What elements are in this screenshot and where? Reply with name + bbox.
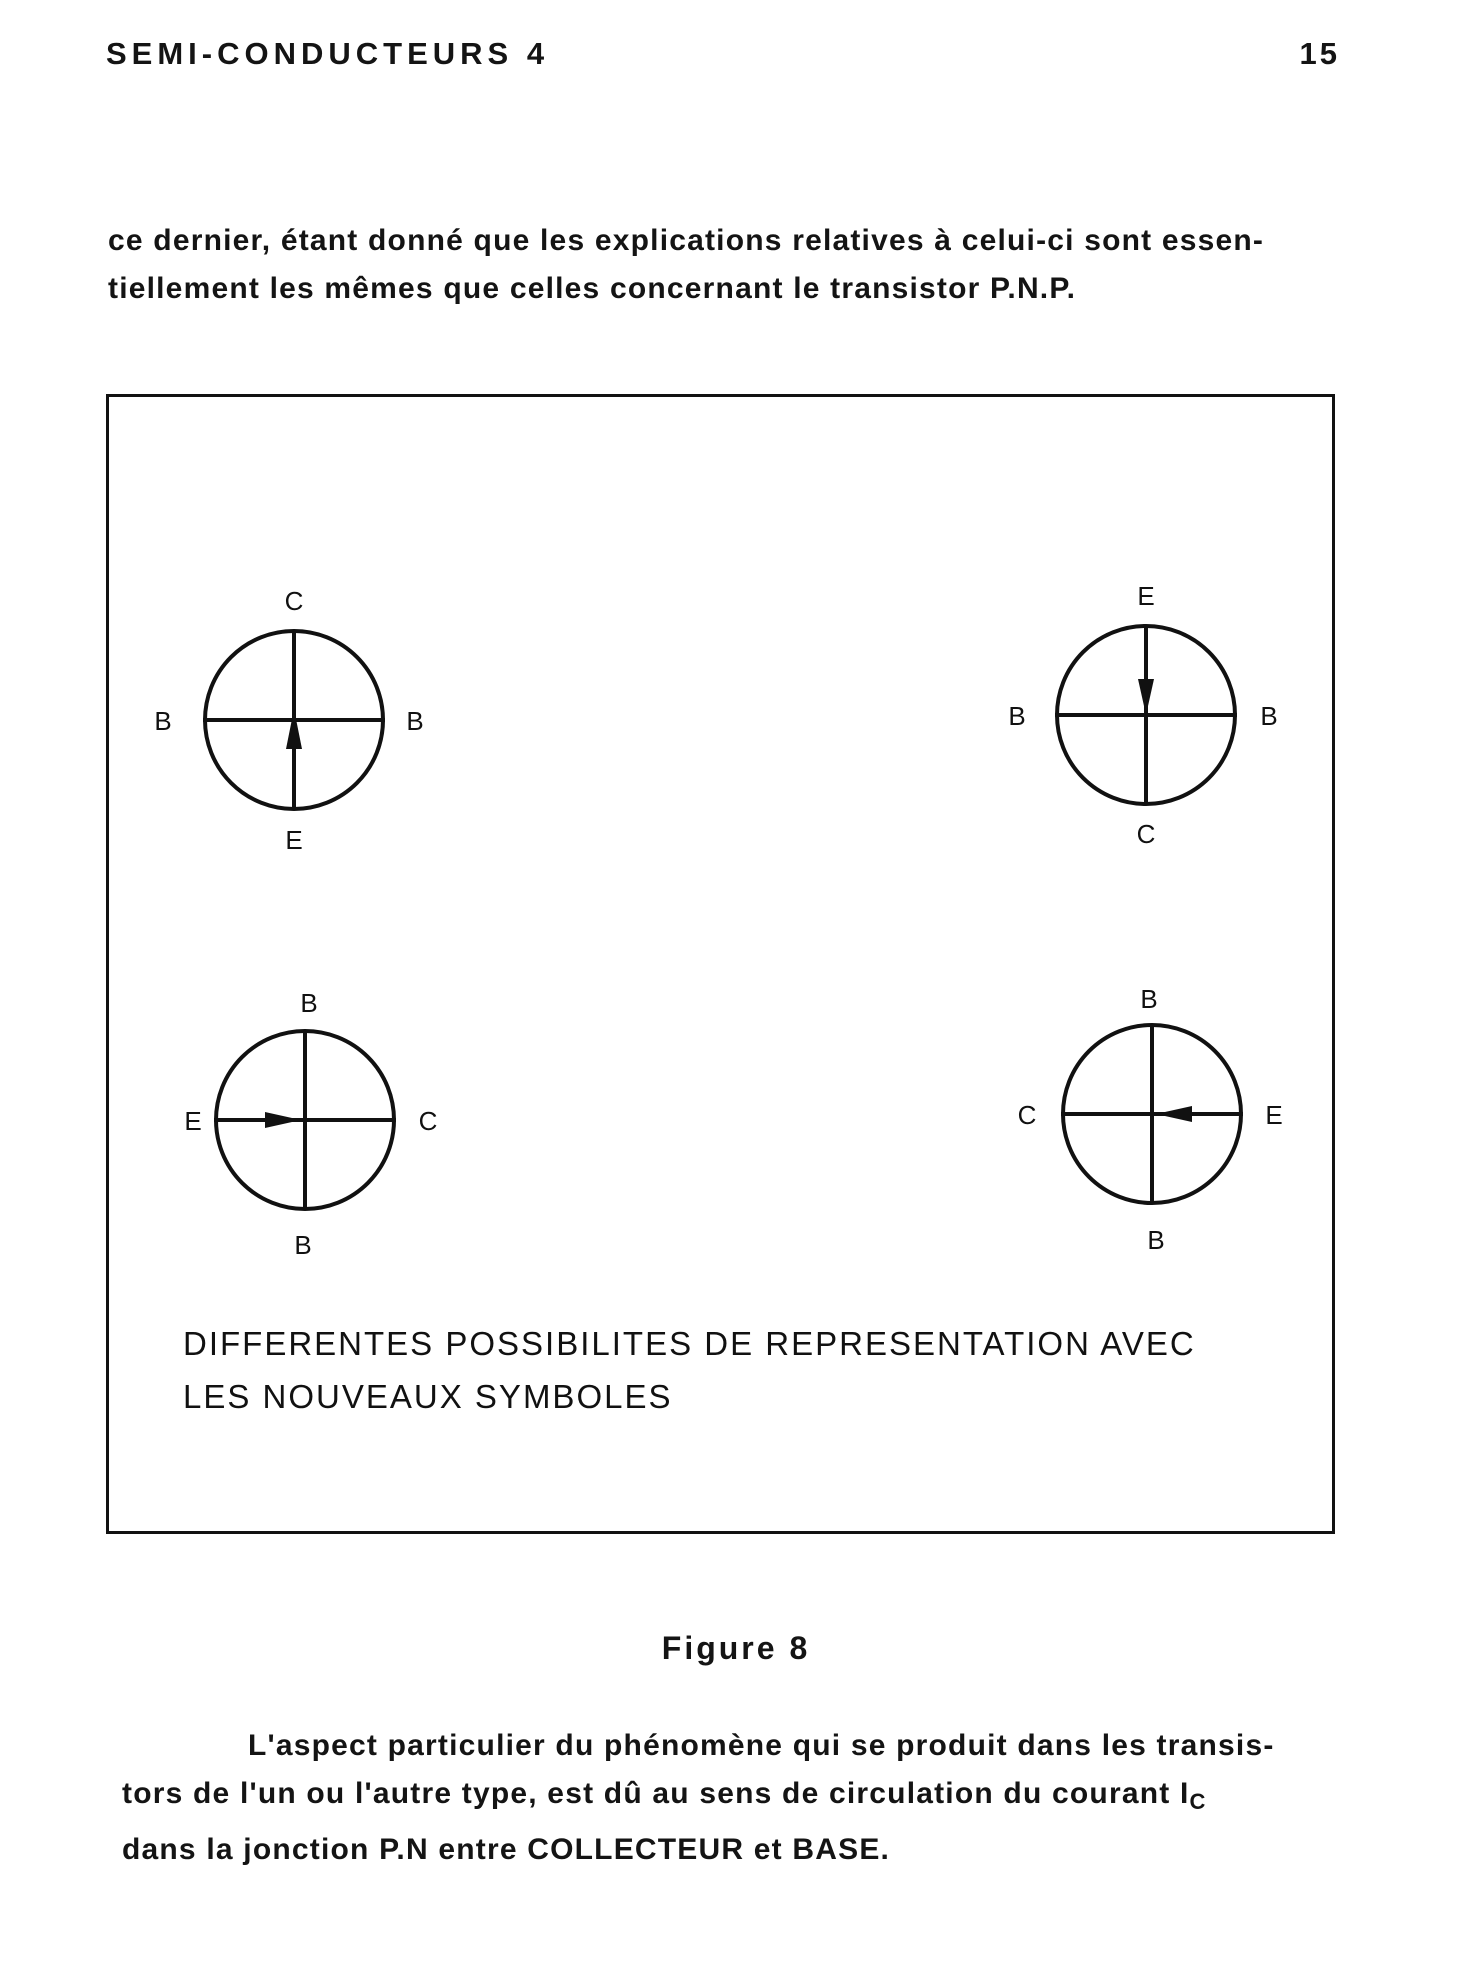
terminal-label-right: B — [1260, 701, 1278, 731]
paragraph-line: ce dernier, étant donné que les explications relatives à celui-ci sont essen- — [108, 224, 1265, 257]
terminal-label-top: B — [300, 988, 318, 1018]
emitter-arrow-icon — [1156, 1106, 1192, 1122]
figure-inner-caption — [183, 1317, 1303, 1423]
terminal-label-top: E — [1137, 581, 1155, 611]
emitter-arrow-icon — [1138, 679, 1154, 715]
emitter-arrow-icon — [265, 1112, 301, 1128]
terminal-label-top: B — [1140, 984, 1158, 1014]
terminal-label-right: E — [1265, 1100, 1283, 1130]
figure-caption-line: LES NOUVEAUX SYMBOLES — [183, 1378, 673, 1415]
paragraph-explanation — [122, 1722, 1342, 1874]
transistor-symbol-4 — [1018, 984, 1283, 1255]
terminal-label-left: B — [1008, 701, 1026, 731]
paragraph-line-text: tors de l'un ou l'autre type, est dû au sens de circulation du courant I — [122, 1777, 1190, 1810]
terminal-label-right: B — [406, 706, 424, 736]
paragraph-line — [122, 1770, 1342, 1826]
page-number: 15 — [1299, 36, 1340, 71]
transistor-symbol-3 — [184, 988, 437, 1260]
paragraph-line — [122, 1722, 1342, 1770]
terminal-label-left: B — [154, 706, 172, 736]
transistor-symbol-2 — [1008, 581, 1277, 849]
figure-caption-line: DIFFERENTES POSSIBILITES DE REPRESENTATION AVEC — [183, 1325, 1196, 1362]
terminal-label-left: E — [184, 1106, 202, 1136]
paragraph-intro — [108, 217, 1350, 313]
paragraph-line-text: L'aspect particulier du phénomène qui se produit dans les transis- — [248, 1729, 1275, 1762]
current-subscript: C — [1189, 1789, 1207, 1814]
terminal-label-left: C — [1017, 1100, 1037, 1130]
emitter-arrow-icon — [286, 709, 302, 749]
transistor-symbol-1 — [154, 586, 423, 855]
terminal-label-bottom: E — [285, 825, 303, 855]
figure-label: Figure 8 — [661, 1630, 811, 1666]
running-header: SEMI-CONDUCTEURS 4 — [106, 36, 550, 71]
terminal-label-bottom: C — [1136, 819, 1156, 849]
figure-frame — [106, 394, 1335, 1534]
paragraph-line: tiellement les mêmes que celles concernant le transistor P.N.P. — [108, 272, 1077, 305]
terminal-label-right: C — [418, 1106, 438, 1136]
paragraph-line: dans la jonction P.N entre COLLECTEUR et BASE. — [122, 1833, 891, 1866]
terminal-label-top: C — [284, 586, 304, 616]
terminal-label-bottom: B — [294, 1230, 312, 1260]
terminal-label-bottom: B — [1147, 1225, 1165, 1255]
